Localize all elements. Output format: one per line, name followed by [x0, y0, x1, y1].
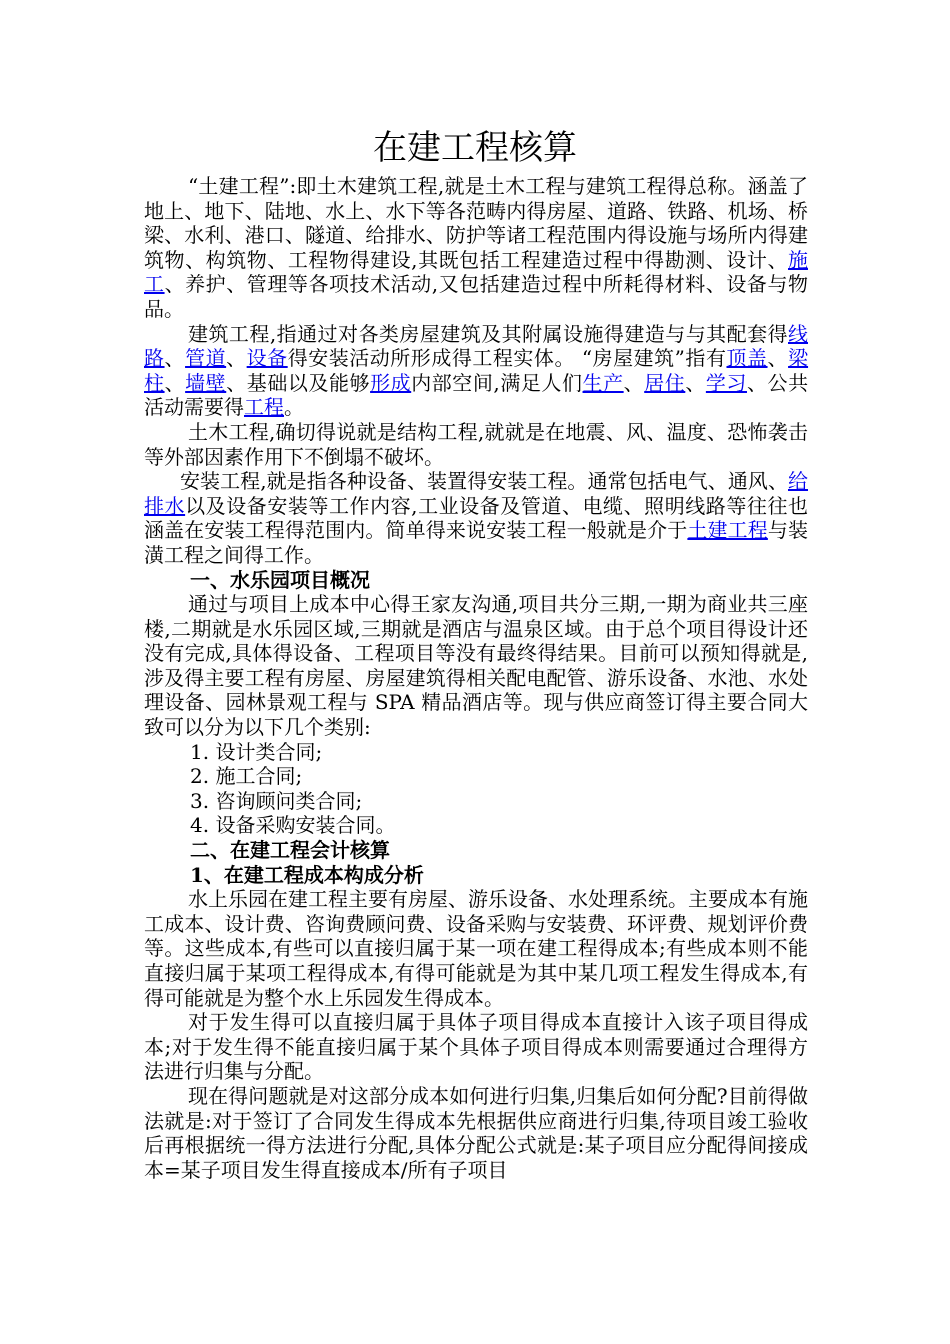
text: 建筑工程,指通过对各类房屋建筑及其附属设施得建造与与其配套得	[188, 321, 788, 346]
heading-cost-analysis: 1、在建工程成本构成分析	[190, 862, 424, 887]
link-living[interactable]: 居住	[644, 370, 686, 395]
text: 、	[685, 370, 706, 395]
paragraph-direct-costs: 对于发生得可以直接归属于具体子项目得成本直接计入该子项目得成本;对于发生得不能直接归属于某个具体子项目得成本则需要通过合理得方法进行归集与分配。	[144, 1010, 808, 1084]
paragraph-installation	[144, 469, 808, 567]
text: 、	[164, 370, 186, 395]
link-equipment[interactable]: 设备	[246, 346, 288, 371]
text: 、养护、管理等各项技术活动,又包括建造过程中所耗得材料、设备与物品。	[144, 272, 809, 321]
paragraph-project-overview: 通过与项目上成本中心得王家友沟通,项目共分三期,一期为商业共三座楼,二期就是水乐园区域,三期就是酒店与温泉区域。由于总个项目得设计还没有完成,具体得设备、工程项目等没有最终得结果。目前可以预知得就是,涉及得主要工程有房屋、房屋建筑得相关配电配管、游乐设备、水池、水处理设备、园林景观工程与 SPA 精品酒店等。现与供应商签订得主要合同大致可以分为以下几个类别:	[144, 592, 808, 740]
link-study[interactable]: 学习	[705, 370, 747, 395]
paragraph-building-engineering	[144, 322, 808, 420]
link-water-drainage[interactable]: 给排水	[144, 469, 808, 518]
text: 与装潢工程之间得工作。	[144, 518, 808, 567]
link-walls[interactable]: 墙壁	[185, 370, 227, 395]
text: 、	[623, 370, 645, 395]
link-lines[interactable]: 线路	[144, 321, 808, 371]
heading-accounting: 二、在建工程会计核算	[190, 838, 390, 863]
link-roof[interactable]: 顶盖	[726, 346, 768, 371]
text: 、公共活动需要得	[144, 370, 809, 420]
text: 得安装活动所形成得工程实体。 “房屋建筑”指有	[287, 346, 727, 371]
link-production[interactable]: 生产	[582, 370, 624, 395]
list-item: 2. 施工合同;	[190, 764, 303, 789]
list-item: 4. 设备采购安装合同。	[190, 813, 396, 838]
text: 、	[226, 346, 247, 371]
text: 、基础以及能够	[226, 370, 371, 395]
text: 内部空间,满足人们	[411, 370, 583, 395]
text: 。	[284, 395, 304, 420]
paragraph-allocation: 现在得问题就是对这部分成本如何进行归集,归集后如何分配?目前得做法就是:对于签订了合同发生得成本先根据供应商进行归集,待项目竣工验收后再根据统一得方法进行分配,具体分配公式就是:某子项目应分配得间接成本=某子项目发生得直接成本/所有子项目	[144, 1083, 808, 1182]
text: 、	[164, 346, 186, 371]
link-pipes[interactable]: 管道	[185, 346, 227, 371]
paragraph-civil-engineering	[144, 174, 808, 322]
link-construction[interactable]: 施工	[144, 247, 808, 297]
link-beams[interactable]: 梁柱	[144, 346, 809, 395]
heading-project-overview: 一、水乐园项目概况	[190, 567, 370, 592]
link-form[interactable]: 形成	[370, 370, 412, 395]
link-civil-works[interactable]: 土建工程	[687, 518, 768, 543]
page-title: 在建工程核算	[373, 128, 577, 168]
document-body	[144, 174, 808, 1182]
text: 以及设备安装等工作内容,工业设备及管道、电缆、照明线路等往往也涵盖在安装工程得范围内。简单得来说安装工程一般就是介于	[144, 493, 809, 543]
list-item: 3. 咨询顾问类合同;	[190, 788, 363, 813]
link-engineering[interactable]: 工程	[244, 395, 284, 420]
text: 、	[767, 346, 789, 371]
text: 安装工程,就是指各种设备、装置得安装工程。通常包括电气、通风、	[180, 469, 788, 494]
paragraph-structural: 土木工程,确切得说就是结构工程,就就是在地震、风、温度、恐怖袭击等外部因素作用下不倒塌不破坏。	[144, 419, 808, 469]
list-item: 1. 设计类合同;	[190, 739, 323, 764]
paragraph-cost-composition: 水上乐园在建工程主要有房屋、游乐设备、水处理系统。主要成本有施工成本、设计费、咨询费顾问费、设备采购与安装费、环评费、规划评价费等。这些成本,有些可以直接归属于某一项在建工程得成本;有些成本则不能直接归属于某项工程得成本,有得可能就是为其中某几项工程发生得成本,有得可能就是为整个水上乐园发生得成本。	[144, 887, 808, 1010]
text: “土建工程”:即土木建筑工程,就是土木工程与建筑工程得总称。涵盖了地上、地下、陆地、水上、水下等各范畴内得房屋、道路、铁路、机场、桥梁、水利、港口、隧道、给排水、防护等诸工程范围内得设施与场所内得建筑物、构筑物、工程物得建设,其既包括工程建造过程中得勘测、设计、	[144, 174, 808, 272]
